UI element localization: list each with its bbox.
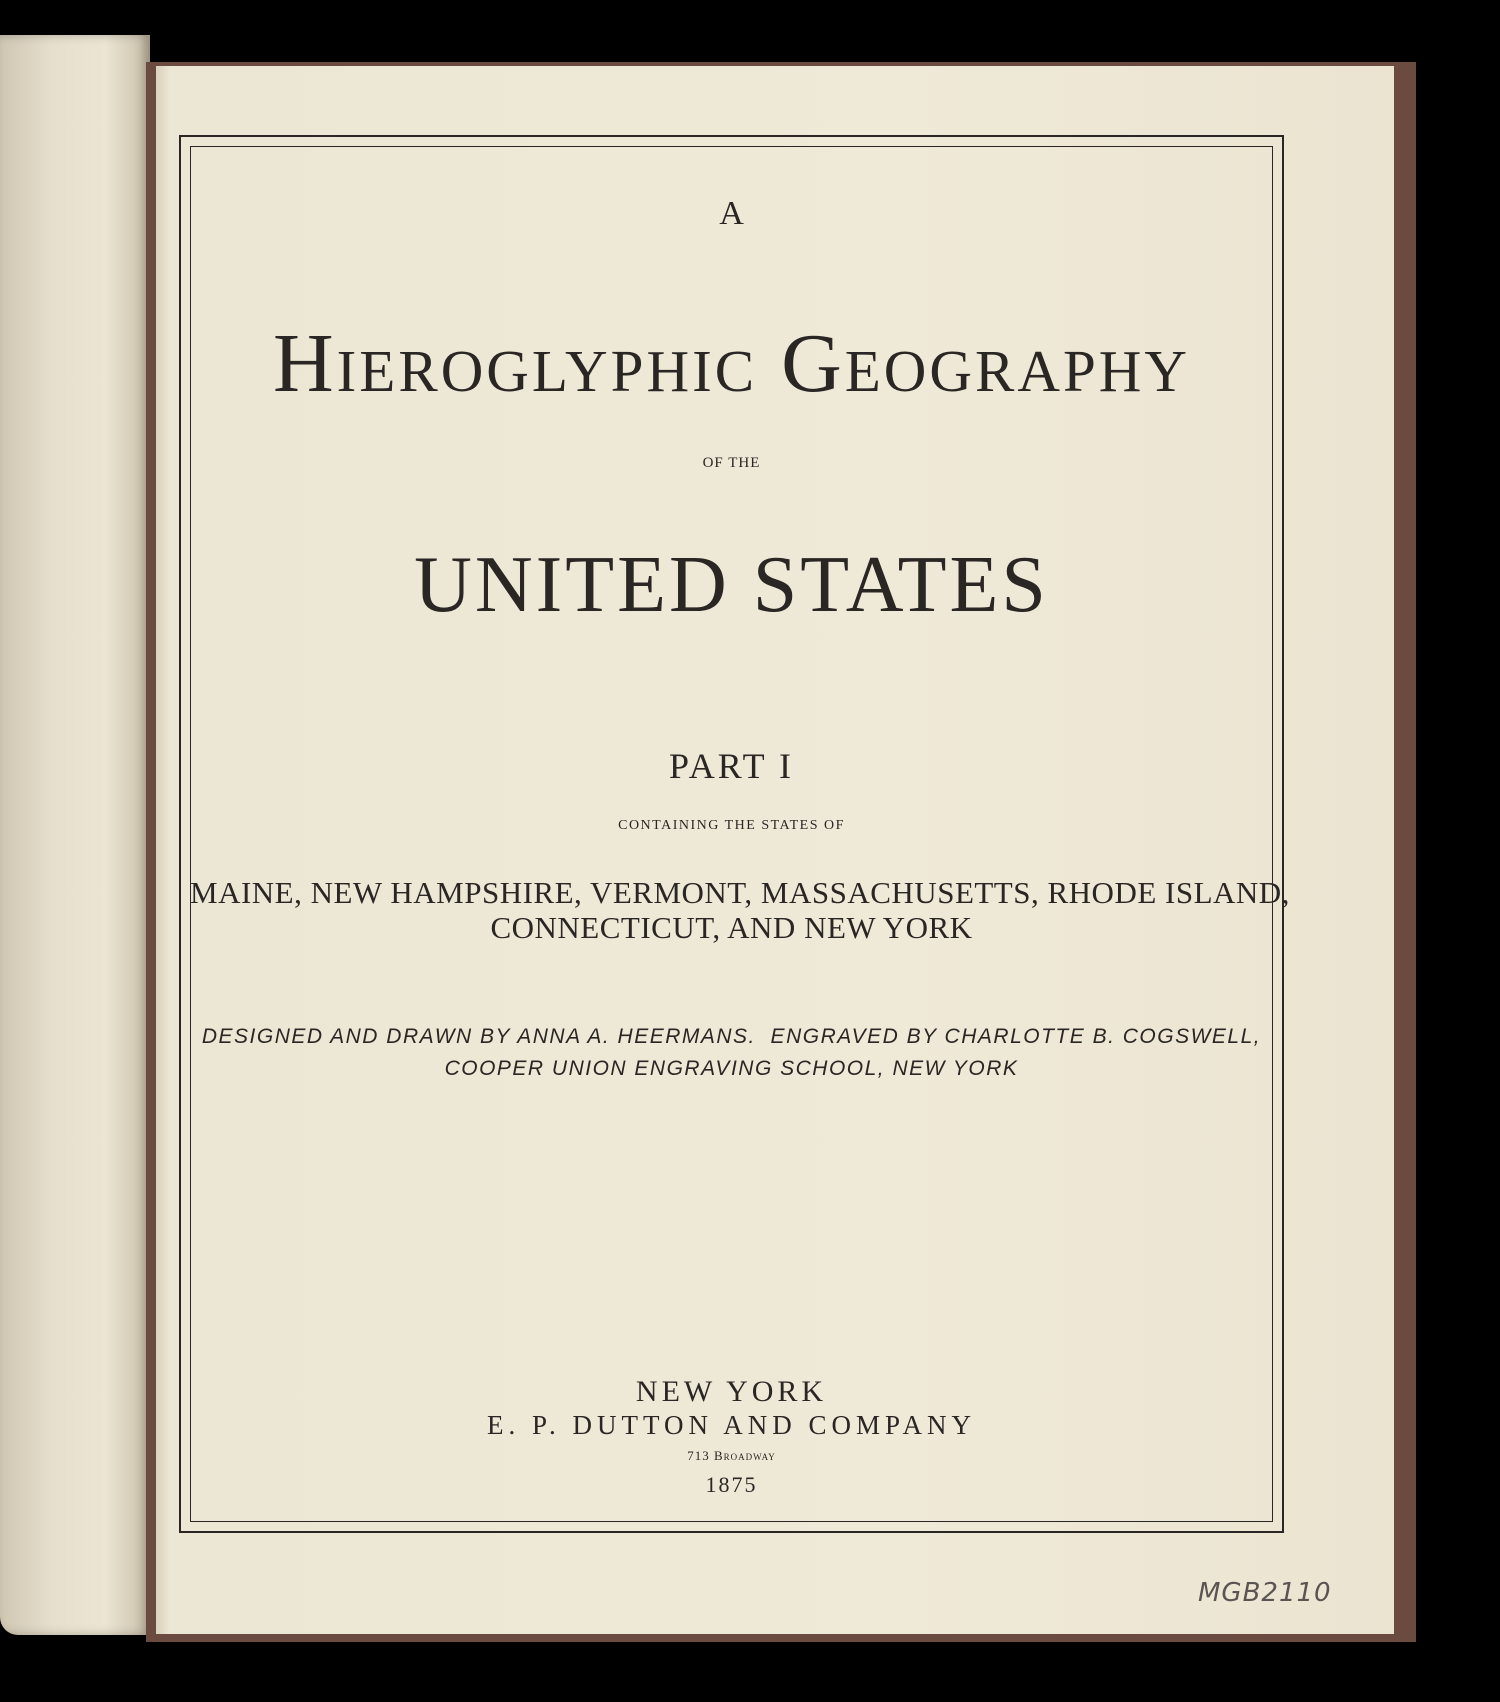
book-title: Hieroglyphic Geography bbox=[273, 317, 1190, 410]
left-page bbox=[0, 35, 150, 1635]
credits-line1: DESIGNED AND DRAWN BY ANNA A. HEERMANS. ENGRAVED BY CHARLOTTE B. COGSWELL, bbox=[201, 1025, 1262, 1048]
title-article: A bbox=[719, 195, 744, 232]
imprint-city: NEW YORK bbox=[635, 1375, 828, 1408]
book-subject: UNITED STATES bbox=[414, 541, 1049, 629]
imprint-year: 1875 bbox=[705, 1472, 758, 1497]
states-list-line2: CONNECTICUT, AND NEW YORK bbox=[490, 910, 973, 945]
credits-line2: COOPER UNION ENGRAVING SCHOOL, NEW YORK bbox=[444, 1057, 1019, 1080]
imprint-address: 713 Broadway bbox=[687, 1448, 776, 1463]
imprint-publisher: E. P. DUTTON AND COMPANY bbox=[486, 1410, 977, 1440]
catalog-mark: MGB2110 bbox=[1198, 1578, 1332, 1608]
contents-intro: CONTAINING THE STATES OF bbox=[618, 818, 845, 833]
title-connector: OF THE bbox=[702, 455, 761, 471]
part-heading: PART I bbox=[669, 746, 794, 786]
states-list-line1: MAINE, NEW HAMPSHIRE, VERMONT, MASSACHUSETTS, RHODE ISLAND, bbox=[190, 875, 1290, 910]
